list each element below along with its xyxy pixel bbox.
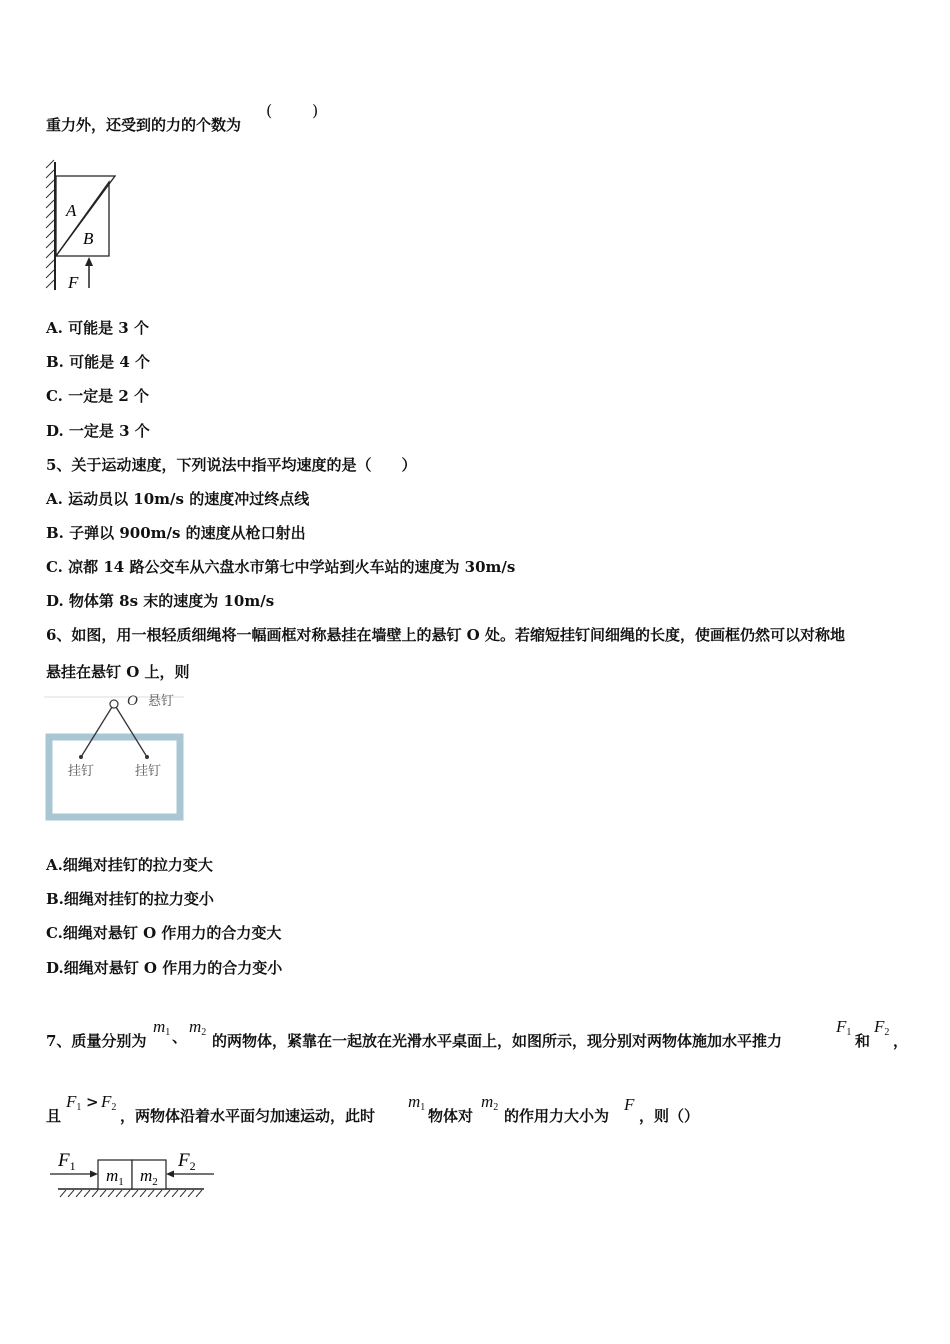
q4-option-b: B. 可能是 4 个 [46, 353, 151, 371]
q7-m1-symbol-2: $m_1$ [408, 1092, 426, 1113]
label-f2: $F_2$ [178, 1150, 196, 1173]
wall-hatching [46, 160, 54, 288]
q7-comma: ， [893, 1032, 909, 1050]
q7-m2-symbol: $m_2$ [189, 1017, 207, 1038]
q6-picture-frame-figure [44, 690, 194, 825]
q7-line1-b: 的两物体，紧靠在一起放在光滑水平桌面上，如图所示，现分别对两物体施加水平推力 [212, 1032, 783, 1050]
hook-left [79, 755, 83, 759]
rope-left [81, 707, 112, 757]
q7-line2-b: ，两物体沿着水平面匀加速运动，此时 [120, 1107, 376, 1125]
q6-option-a: A.细绳对挂钉的拉力变大 [46, 856, 213, 874]
ground-hatching [60, 1190, 202, 1197]
label-hook-right: 挂钉 [135, 763, 162, 778]
q5-option-a: A. 运动员以 10m/s 的速度冲过终点线 [46, 490, 310, 508]
rope-right [116, 707, 147, 757]
q7-line1-a: 7、质量分别为 [46, 1032, 147, 1050]
hook-right [145, 755, 149, 759]
q5-option-c: C. 凉都 14 路公交车从六盘水市第七中学站到火车站的速度为 30m/s [46, 558, 516, 576]
q6-option-c: C.细绳对悬钉 O 作用力的合力变大 [46, 924, 282, 942]
label-f: F [68, 273, 79, 292]
label-f1: $F_1$ [58, 1150, 76, 1173]
label-m2: $m_2$ [140, 1166, 158, 1188]
q7-two-blocks-figure [44, 1145, 224, 1205]
force-f-arrowhead [85, 257, 93, 266]
q7-line2-e: ，则（） [639, 1107, 700, 1125]
label-nail: 悬钉 [148, 693, 175, 708]
q4-paren-open: ( [266, 101, 273, 120]
q7-f1-symbol: $F_1$ [836, 1017, 852, 1038]
label-o: O [127, 693, 138, 709]
q7-m1-symbol: $m_1$ [153, 1017, 171, 1038]
q7-separator: 、 [172, 1028, 188, 1046]
force-f2-arrowhead [166, 1171, 174, 1178]
q5-stem: 5、关于运动速度，下列说法中指平均速度的是（ ） [46, 456, 417, 474]
label-hook-left: 挂钉 [68, 763, 95, 778]
q4-option-d: D. 一定是 3 个 [46, 422, 150, 440]
q6-stem-line2: 悬挂在悬钉 O 上，则 [46, 663, 190, 681]
nail-o [110, 700, 118, 708]
q7-m2-symbol-2: $m_2$ [481, 1092, 499, 1113]
q7-line2-c: 物体对 [428, 1107, 474, 1125]
q7-f2-symbol: $F_2$ [874, 1017, 890, 1038]
q7-gt: > [86, 1093, 99, 1111]
q6-option-d: D.细绳对悬钉 O 作用力的合力变小 [46, 959, 283, 977]
q7-line2-d: 的作用力大小为 [504, 1107, 610, 1125]
q7-f1-symbol-2: $F_1$ [66, 1092, 82, 1113]
q7-f2-symbol-2: $F_2$ [101, 1092, 117, 1113]
q7-f-symbol: F [624, 1095, 635, 1114]
q7-line2-a: 且 [46, 1107, 62, 1125]
force-f1-arrowhead [90, 1171, 98, 1178]
label-b: B [83, 229, 94, 248]
q6-stem-line1: 6、如图，用一根轻质细绳将一幅画框对称悬挂在墙壁上的悬钉 O 处。若缩短挂钉间细绳的长度，使画框仍然可以对称地 [46, 626, 845, 644]
label-m1: $m_1$ [106, 1166, 124, 1188]
q5-option-b: B. 子弹以 900m/s 的速度从枪口射出 [46, 524, 306, 542]
q4-stem-tail: 重力外，还受到的力的个数为 [46, 116, 242, 134]
q7-and: 和 [855, 1032, 871, 1050]
q4-option-c: C. 一定是 2 个 [46, 387, 150, 405]
q5-option-d: D. 物体第 8s 末的速度为 10m/s [46, 592, 275, 610]
q4-paren-close: ) [312, 101, 319, 120]
q4-option-a: A. 可能是 3 个 [46, 319, 149, 337]
label-a: A [66, 201, 77, 220]
q4-wall-blocks-figure [40, 158, 130, 293]
q6-option-b: B.细绳对挂钉的拉力变小 [46, 890, 214, 908]
